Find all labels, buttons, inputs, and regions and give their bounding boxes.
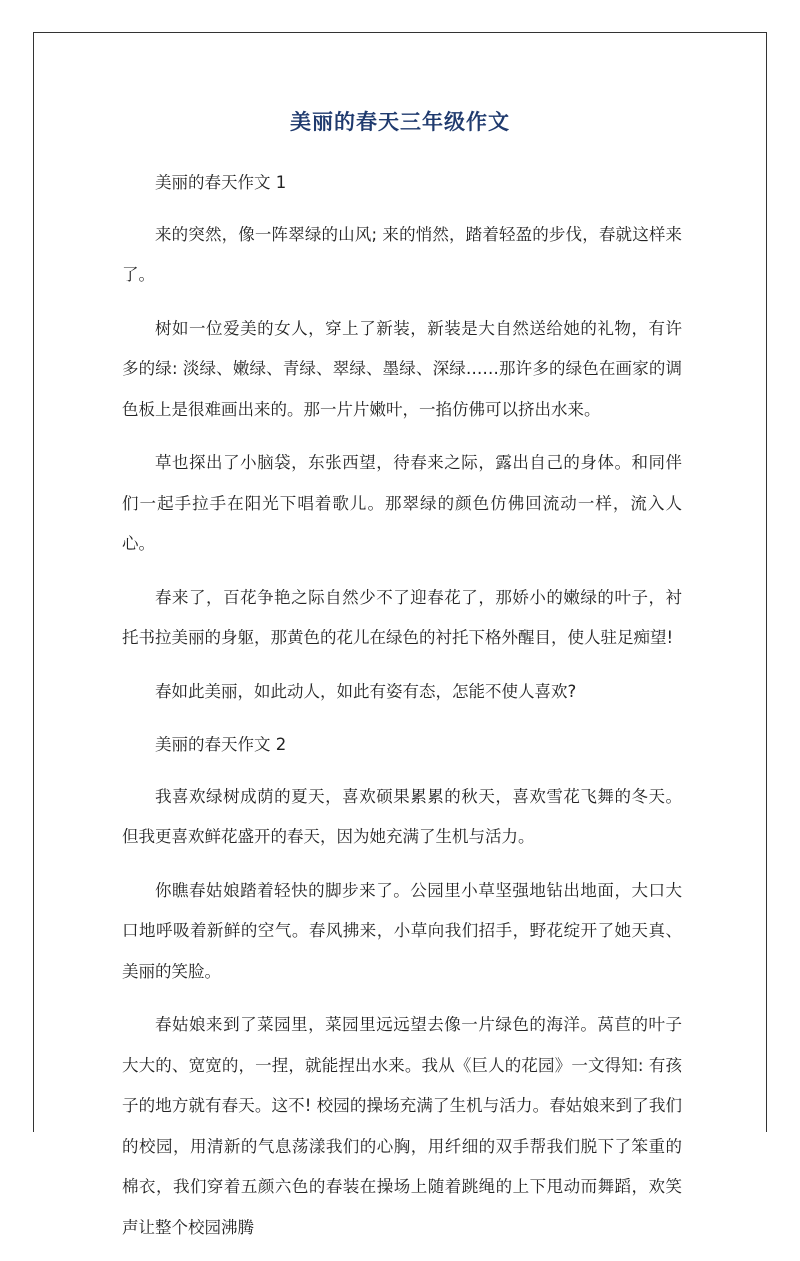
paragraph: 你瞧春姑娘踏着轻快的脚步来了。公园里小草坚强地钻出地面，大口大口地呼吸着新鲜的空气。春风拂来，小草向我们招手，野花绽开了她天真、美丽的笑脸。 — [122, 880, 682, 981]
document-body — [122, 163, 682, 1261]
paragraph: 树如一位爱美的女人，穿上了新装，新装是大自然送给她的礼物，有许多的绿: 淡绿、嫩绿、青绿、翠绿、墨绿、深绿……那许多的绿色在画家的调色板上是很难画出来的。那一片片嫩叶，一掐仿佛可以挤出水来。 — [122, 318, 682, 419]
paragraph: 春姑娘来到了菜园里，菜园里远远望去像一片绿色的海洋。莴苣的叶子大大的、宽宽的，一捏，就能捏出水来。我从《巨人的花园》一文得知: 有孩子的地方就有春天。这不! 校园的操场充满了生机与活力。春姑娘来到了我们的校园，用清新的气息荡漾我们的心胸，用纤细的双手帮我们脱下了笨重的棉衣，我们穿着五颜六色的春装在操场上随着跳绳的上下甩动而舞蹈，欢笑声让整个校园沸腾 — [122, 1015, 682, 1237]
paragraph: 来的突然，像一阵翠绿的山风; 来的悄然，踏着轻盈的步伐，春就这样来了。 — [122, 224, 682, 284]
paragraph: 草也探出了小脑袋，东张西望，待春来之际，露出自己的身体。和同伴们一起手拉手在阳光下唱着歌儿。那翠绿的颜色仿佛回流动一样，流入人心。 — [122, 453, 682, 553]
document-title: 美丽的春天三年级作文 — [290, 110, 510, 134]
paragraph: 我喜欢绿树成荫的夏天，喜欢硕果累累的秋天，喜欢雪花飞舞的冬天。但我更喜欢鲜花盛开的春天，因为她充满了生机与活力。 — [122, 786, 682, 846]
paragraph: 春来了，百花争艳之际自然少不了迎春花了，那娇小的嫩绿的叶子，衬托书拉美丽的身躯，那黄色的花儿在绿色的衬托下格外醒目，使人驻足痴望! — [122, 587, 682, 647]
section-heading-1: 美丽的春天作文 1 — [155, 173, 287, 192]
paragraph: 春如此美丽，如此动人，如此有姿有态，怎能不使人喜欢? — [155, 681, 577, 701]
section-heading-2: 美丽的春天作文 2 — [155, 735, 287, 754]
